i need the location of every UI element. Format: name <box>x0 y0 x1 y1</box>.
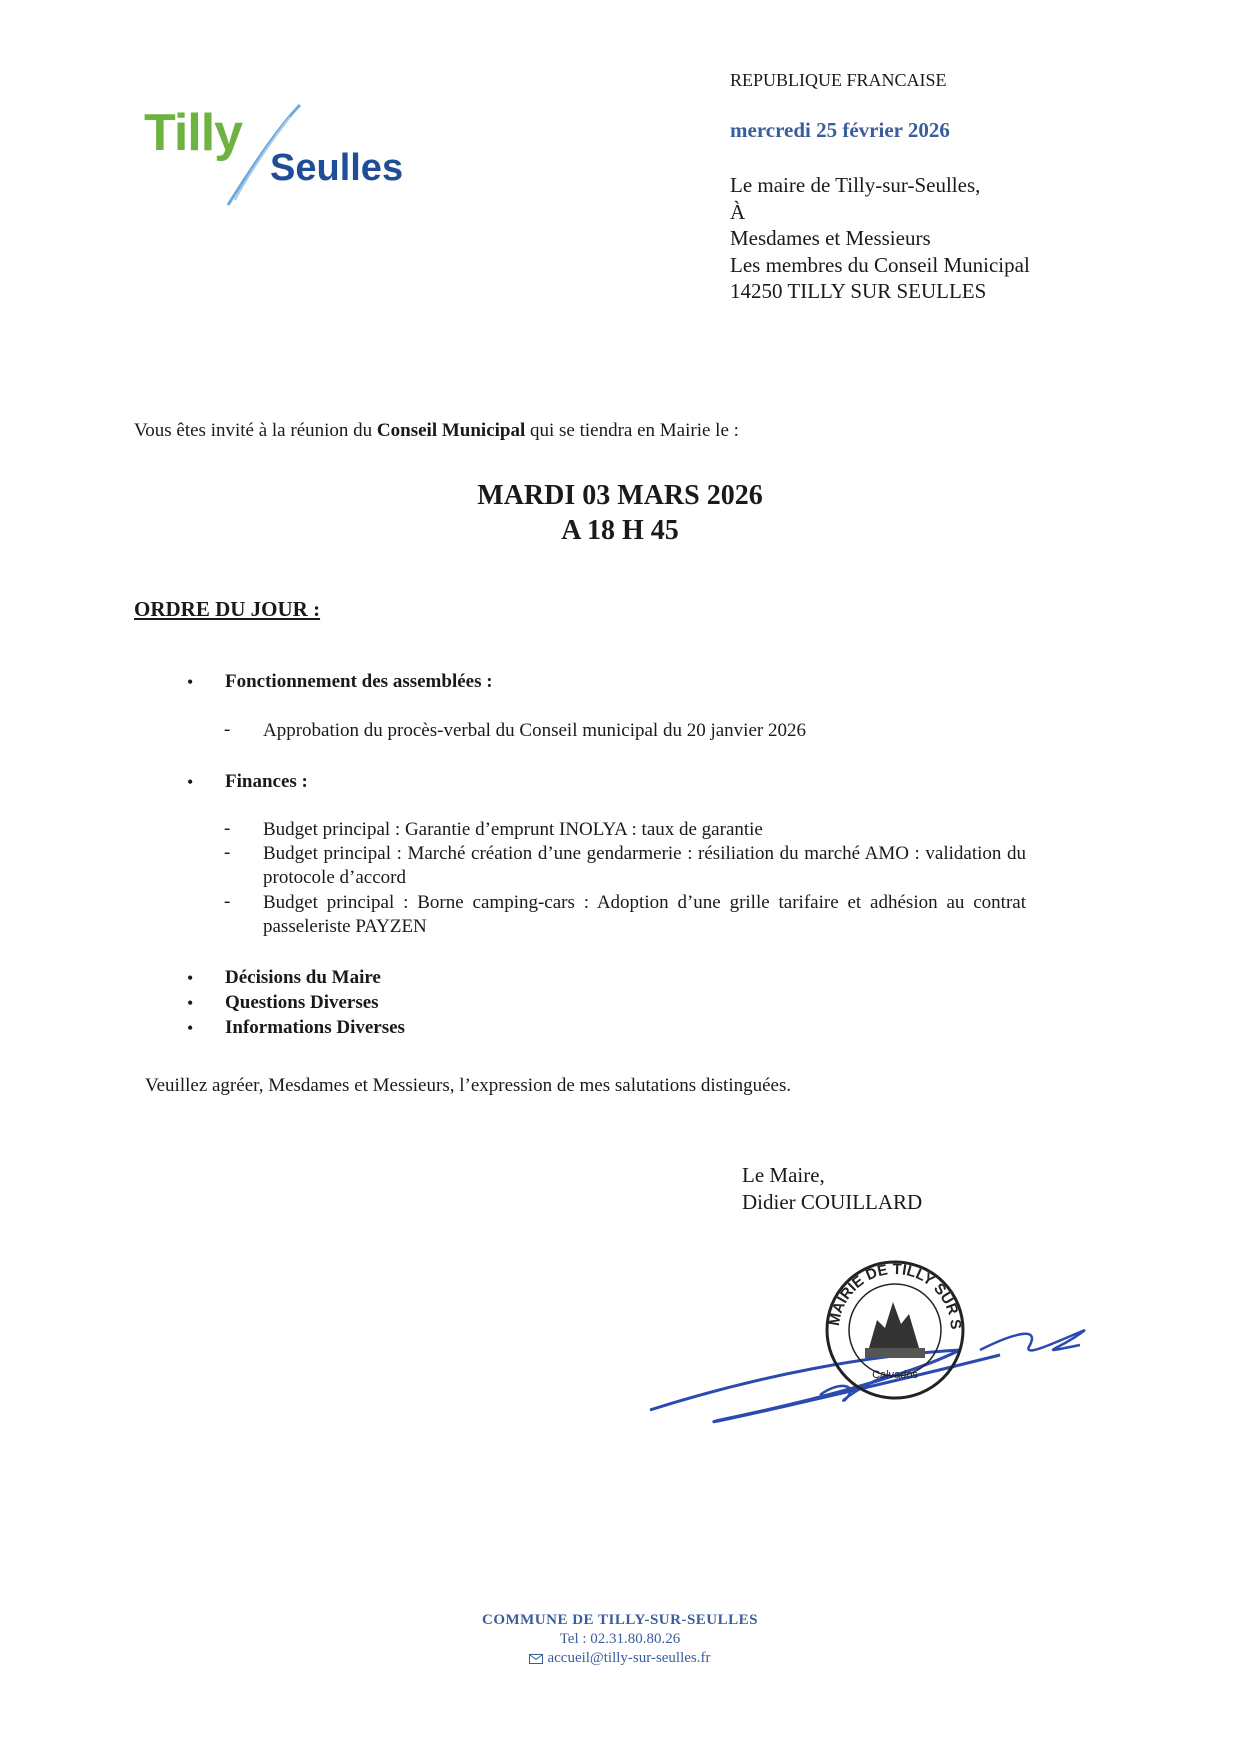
meeting-time: A 18 H 45 <box>561 515 679 546</box>
meeting-date: MARDI 03 MARS 2026 <box>477 480 763 511</box>
dash-icon: - <box>224 719 231 740</box>
intro-bold: Conseil Municipal <box>376 420 526 441</box>
footer-email-text[interactable]: accueil@tilly-sur-seulles.fr <box>547 1650 711 1666</box>
commune-logo <box>140 95 450 215</box>
footer-commune: COMMUNE DE TILLY-SUR-SEULLES <box>481 1612 759 1628</box>
bullet-icon: • <box>187 1018 194 1038</box>
recipient-address <box>730 172 1030 305</box>
signature-block <box>742 1162 922 1216</box>
dash-icon: - <box>224 842 231 863</box>
address-line: Le maire de Tilly-sur-Seulles, <box>730 173 981 197</box>
closing-salutation: Veuillez agréer, Mesdames et Messieurs, l’expression de mes salutations distinguées. <box>145 1075 792 1096</box>
republique-label: REPUBLIQUE FRANCAISE <box>730 70 947 90</box>
footer-email <box>0 1650 1240 1667</box>
agenda-section-title: Finances : <box>225 771 308 792</box>
letter-date: mercredi 25 février 2026 <box>730 118 950 142</box>
dash-icon: - <box>224 818 231 839</box>
bullet-icon: • <box>187 772 194 792</box>
footer-phone: Tel : 02.31.80.80.26 <box>559 1631 681 1647</box>
agenda-title: ORDRE DU JOUR : <box>134 597 321 621</box>
agenda-item: Approbation du procès-verbal du Conseil municipal du 20 janvier 2026 <box>263 720 806 741</box>
logo-text-tilly: Tilly <box>144 104 243 162</box>
envelope-icon <box>529 1654 543 1664</box>
agenda-section-title: Questions Diverses <box>225 992 379 1013</box>
agenda-item: Budget principal : Garantie d’emprunt INOLYA : taux de garantie <box>263 819 763 840</box>
logo-text-seulles: Seulles <box>270 147 404 189</box>
agenda-section-title: Fonctionnement des assemblées : <box>225 671 493 692</box>
seal-text: MAIRIE DE TILLY SUR S <box>825 1260 965 1331</box>
signer-name: Didier COUILLARD <box>742 1190 923 1214</box>
bullet-icon: • <box>187 672 194 692</box>
address-line: 14250 TILLY SUR SEULLES <box>730 279 987 303</box>
bullet-icon: • <box>187 993 194 1013</box>
agenda-section-title: Informations Diverses <box>225 1017 405 1038</box>
seal-region: Calvados <box>872 1369 918 1381</box>
invitation-text <box>134 420 739 442</box>
agenda-section-title: Décisions du Maire <box>225 967 381 988</box>
address-line: À <box>730 199 746 224</box>
intro-before: Vous êtes invité à la réunion du <box>134 420 377 441</box>
agenda-item: Budget principal : Borne camping-cars : Adoption d’une grille tarifaire et adhésion au contrat passeleriste PAYZEN <box>263 892 1026 937</box>
address-line: Mesdames et Messieurs <box>730 226 931 250</box>
seal-and-signature-icon <box>640 1255 1100 1445</box>
intro-after: qui se tiendra en Mairie le : <box>525 420 739 441</box>
address-line: Les membres du Conseil Municipal <box>730 252 1030 277</box>
bullet-icon: • <box>187 968 194 988</box>
dash-icon: - <box>224 891 231 912</box>
signer-role: Le Maire, <box>742 1163 825 1187</box>
agenda-item: Budget principal : Marché création d’une gendarmerie : résiliation du marché AMO : validation du protocole d’accord <box>263 843 1026 888</box>
